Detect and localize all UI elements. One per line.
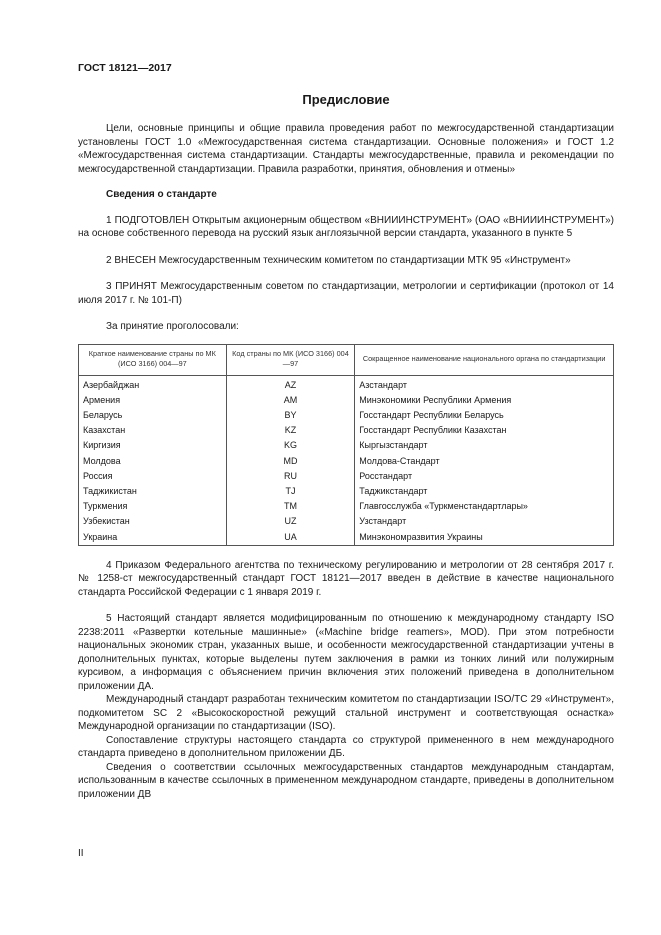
vote-intro-text: За принятие проголосовали: bbox=[106, 321, 239, 332]
standards-body-cell: Госстандарт Республики Казахстан bbox=[355, 423, 614, 438]
country-code-cell: UA bbox=[226, 530, 355, 546]
table-row bbox=[79, 423, 614, 438]
standards-body-cell: Молдова-Стандарт bbox=[355, 454, 614, 469]
country-name-cell: Казахстан bbox=[79, 423, 227, 438]
country-name-cell: Молдова bbox=[79, 454, 227, 469]
standards-body-cell: Азстандарт bbox=[355, 375, 614, 393]
item-2-paragraph: 2 ВНЕСЕН Межгосударственным техническим комитетом по стандартизации МТК 95 «Инструмент» bbox=[106, 254, 571, 266]
country-code-cell: RU bbox=[226, 469, 355, 484]
item-5-international-paragraph: Международный стандарт разработан техническим комитетом по стандартизации ISO/TC 29 «Инструмент», подкомитетом SC 2 «Высокоскоростной режущий стальной инструмент и соответствующая оснастка» Международной организации по стандартизации (ISO). bbox=[78, 694, 614, 733]
page-number: II bbox=[78, 848, 84, 859]
country-code-cell: KG bbox=[226, 438, 355, 453]
item-4-paragraph: 4 Приказом Федерального агентства по техническому регулированию и метрологии от 28 сентября 2017 г. № 1258-ст межгосударственный стандарт ГОСТ 18121—2017 введен в действие в качестве национального стандарта Российской Федерации с 1 января 2019 г. bbox=[78, 559, 614, 598]
standards-body-cell: Минэкономразвития Украины bbox=[355, 530, 614, 546]
country-name-cell: Россия bbox=[79, 469, 227, 484]
country-code-cell: BY bbox=[226, 408, 355, 423]
header-standards-body: Сокращенное наименование национального органа по стандартизации bbox=[355, 344, 614, 375]
country-name-cell: Туркмения bbox=[79, 499, 227, 514]
intro-paragraph: Цели, основные принципы и общие правила проведения работ по межгосударственной стандартизации установлены ГОСТ 1.0 «Межгосударственная система стандартизации. Основные положения» и ГОСТ 1.2 «Межгосударственная система стандартизации. Стандарты межгосударственные, правила и рекомендации по межгосударственной стандартизации. Правила разработки, принятия, обновления и отмены» bbox=[78, 123, 614, 175]
country-code-cell: KZ bbox=[226, 423, 355, 438]
section-subheading: Сведения о стандарте bbox=[106, 189, 217, 200]
country-name-cell: Киргизия bbox=[79, 438, 227, 453]
standards-body-cell: Узстандарт bbox=[355, 514, 614, 529]
table-row bbox=[79, 499, 614, 514]
item-1-paragraph: 1 ПОДГОТОВЛЕН Открытым акционерным обществом «ВНИИИНСТРУМЕНТ» (ОАО «ВНИИИНСТРУМЕНТ») на основе собственного перевода на русский язык англоязычной версии стандарта, указанного в пункте 5 bbox=[78, 214, 614, 239]
voting-table bbox=[78, 344, 614, 546]
standards-body-cell: Главгосслужба «Туркменстандартлары» bbox=[355, 499, 614, 514]
country-code-cell: MD bbox=[226, 454, 355, 469]
table-row bbox=[79, 484, 614, 499]
table-body bbox=[79, 375, 614, 545]
country-code-cell: TJ bbox=[226, 484, 355, 499]
table-row bbox=[79, 408, 614, 423]
item-5-comparison-paragraph: Сопоставление структуры настоящего стандарта со структурой примененного в нем международного стандарта приведено в дополнительном приложении ДБ. bbox=[78, 734, 614, 760]
page-title: Предисловие bbox=[302, 92, 390, 107]
document-header-id: ГОСТ 18121—2017 bbox=[78, 62, 172, 74]
table-row bbox=[79, 454, 614, 469]
table-row bbox=[79, 469, 614, 484]
table-row bbox=[79, 393, 614, 408]
country-name-cell: Узбекистан bbox=[79, 514, 227, 529]
country-code-cell: UZ bbox=[226, 514, 355, 529]
header-country-name: Краткое наименование страны по МК (ИСО 3166) 004—97 bbox=[79, 344, 227, 375]
country-name-cell: Армения bbox=[79, 393, 227, 408]
country-code-cell: AM bbox=[226, 393, 355, 408]
country-name-cell: Таджикистан bbox=[79, 484, 227, 499]
country-name-cell: Азербайджан bbox=[79, 375, 227, 393]
item-3-paragraph: 3 ПРИНЯТ Межгосударственным советом по стандартизации, метрологии и сертификации (протокол от 14 июля 2017 г. № 101-П) bbox=[78, 281, 614, 306]
country-code-cell: AZ bbox=[226, 375, 355, 393]
table-row bbox=[79, 438, 614, 453]
table-row bbox=[79, 514, 614, 529]
standards-body-cell: Госстандарт Республики Беларусь bbox=[355, 408, 614, 423]
table-row bbox=[79, 375, 614, 393]
standards-body-cell: Кыргызстандарт bbox=[355, 438, 614, 453]
table-row bbox=[79, 530, 614, 546]
header-country-code: Код страны по МК (ИСО 3166) 004—97 bbox=[226, 344, 355, 375]
document-body bbox=[78, 122, 614, 801]
country-name-cell: Беларусь bbox=[79, 408, 227, 423]
table-header-row bbox=[79, 344, 614, 375]
item-5-references-paragraph: Сведения о соответствии ссылочных межгосударственных стандартов международным стандартам, использованным в качестве ссылочных в примененном международном стандарте, приведены в дополнительном приложении ДВ bbox=[78, 761, 614, 800]
item-5-paragraph: 5 Настоящий стандарт является модифицированным по отношению к международному стандарту ISO 2238:2011 «Развертки котельные машинные» («Machine bridge reamers», MOD). При этом потребности национальных экономик стран, указанных выше, и особенности межгосударственной стандартизации учтены в дополнительных пунктах, которые выделены путем заключения в рамки из тонких линий или полужирным курсивом, а информация с объяснением причин включения этих положений приведена в дополнительном приложении ДА. bbox=[78, 613, 614, 692]
country-name-cell: Украина bbox=[79, 530, 227, 546]
standards-body-cell: Минэкономики Республики Армения bbox=[355, 393, 614, 408]
standards-body-cell: Росстандарт bbox=[355, 469, 614, 484]
standards-body-cell: Таджикстандарт bbox=[355, 484, 614, 499]
country-code-cell: TM bbox=[226, 499, 355, 514]
